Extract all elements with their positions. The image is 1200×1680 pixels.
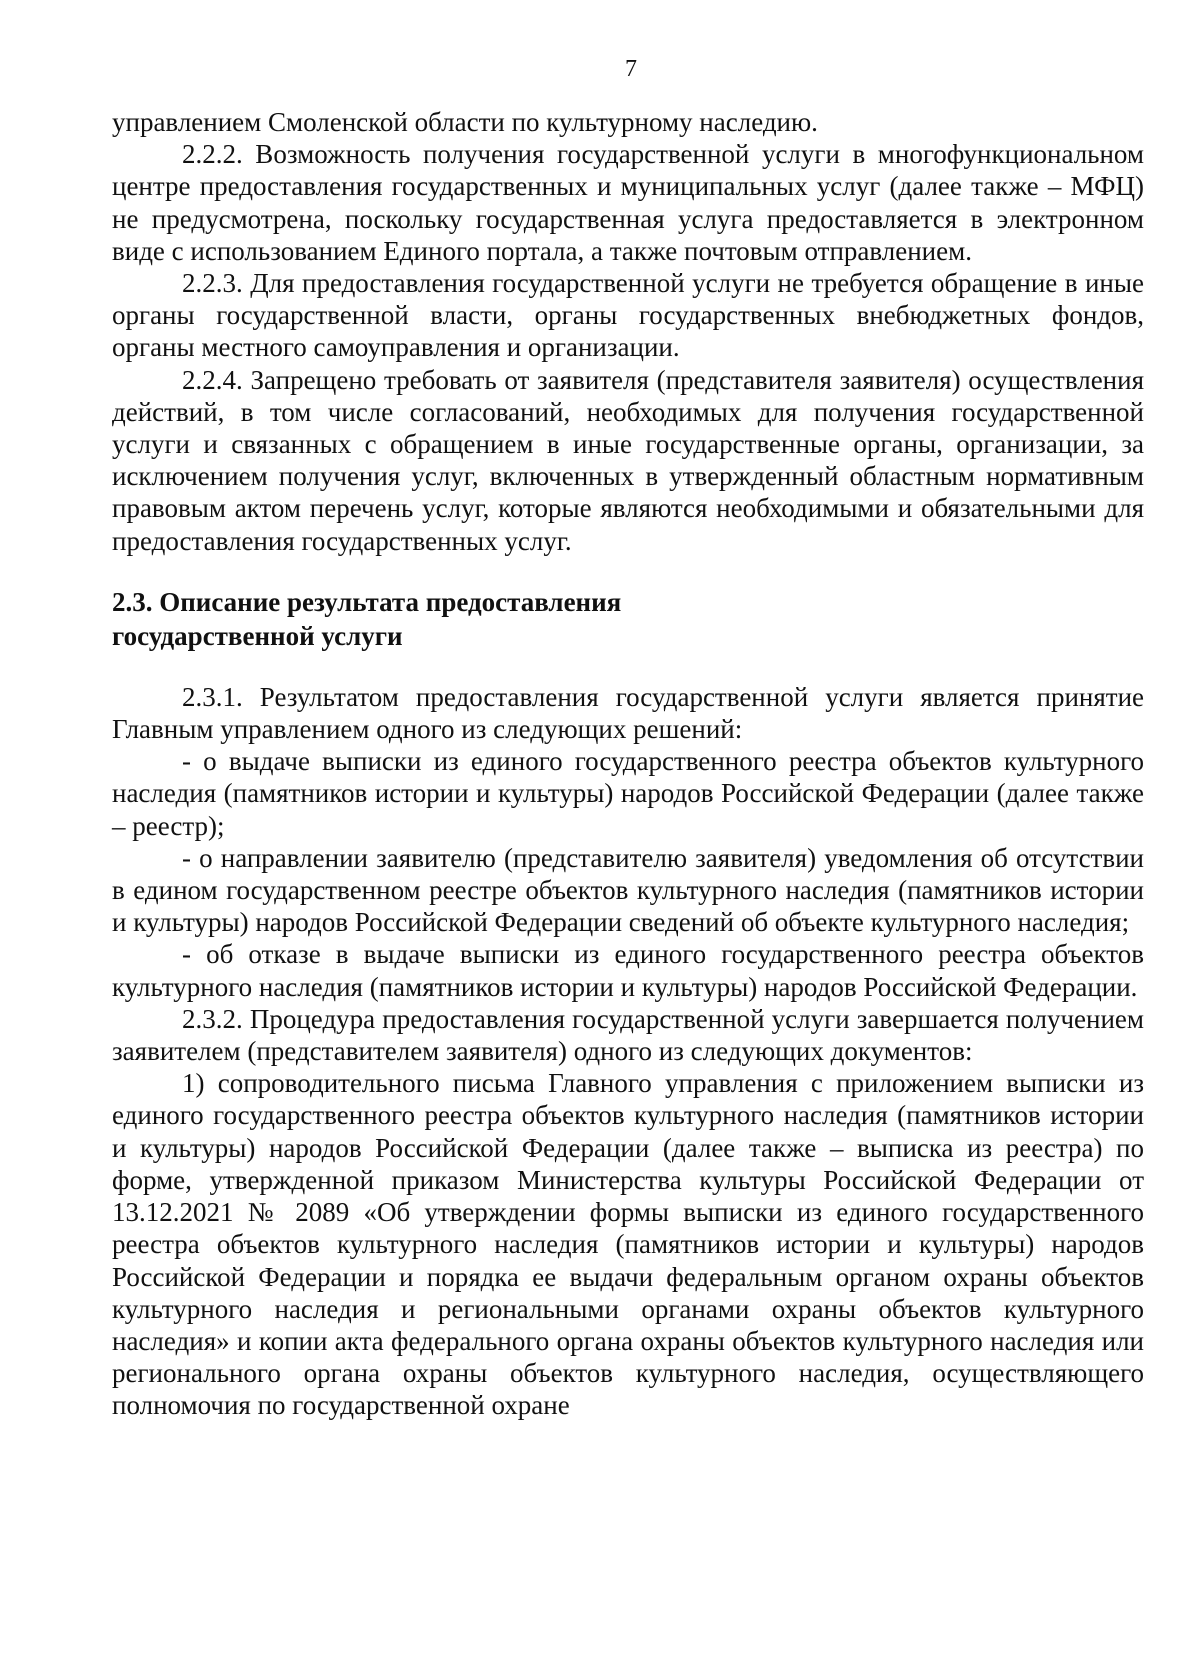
list-item-refusal: - об отказе в выдаче выписки из единого государственного реестра объектов культурного наследия (памятников истории и культуры) народов Российской Федерации. <box>112 939 1144 1002</box>
paragraph-2-2-4: 2.2.4. Запрещено требовать от заявителя (представителя заявителя) осуществления действий, в том числе согласований, необходимых для получения государственной услуги и связанных с обращением в иные государственные органы, организации, за исключением получения услуг, включенных в утвержденный областным нормативным правовым актом перечень услуг, которые являются необходимыми и обязательными для предоставления государственных услуг. <box>112 364 1144 556</box>
section-heading-line-2: государственной услуги <box>112 620 403 651</box>
paragraph-2-3-2: 2.3.2. Процедура предоставления государственной услуги завершается получением заявителем (представителем заявителя) одного из следующих документов: <box>112 1003 1144 1067</box>
list-item-notification: - о направлении заявителю (представителю заявителя) уведомления об отсутствии в едином государственном реестре объектов культурного наследия (памятников истории и культуры) народов Российской Федерации сведений об объекте культурного наследия; <box>112 842 1144 938</box>
section-heading-line-1: 2.3. Описание результата предоставления <box>112 586 622 617</box>
list-item-cover-letter: 1) сопроводительного письма Главного управления с приложением выписки из единого государственного реестра объектов культурного наследия (памятников истории и культуры) народов Российской Федерации (далее также – выписка из реестра) по форме, утвержденной приказом Министерства культуры Российской Федерации от 13.12.2021 № 2089 «Об утверждении формы выписки из единого государственного реестра объектов культурного наследия (памятников истории и культуры) народов Российской Федерации и порядка ее выдачи федеральным органом охраны объектов культурного наследия и региональными органами охраны объектов культурного наследия» и копии акта федерального органа охраны объектов культурного наследия или регионального органа охраны объектов культурного наследия, осуществляющего полномочия по государственной охране <box>112 1068 1144 1421</box>
paragraph-2-3-1: 2.3.1. Результатом предоставления государственной услуги является принятие Главным управлением одного из следующих решений: <box>112 681 1144 745</box>
paragraph-2-2-3: 2.2.3. Для предоставления государственной услуги не требуется обращение в иные органы государственной власти, органы государственных внебюджетных фондов, органы местного самоуправления и организации. <box>112 268 1144 363</box>
section-heading <box>112 557 1144 681</box>
document-body <box>112 106 1144 1422</box>
list-item-issue-extract: - о выдаче выписки из единого государственного реестра объектов культурного наследия (памятников истории и культуры) народов Российской Федерации (далее также – реестр); <box>112 746 1144 841</box>
paragraph-2-2-2: 2.2.2. Возможность получения государственной услуги в многофункциональном центре предоставления государственных и муниципальных услуг (далее также – МФЦ) не предусмотрена, поскольку государственная услуга предоставляется в электронном виде с использованием Единого портала, а также почтовым отправлением. <box>112 139 1144 266</box>
page-number: 7 <box>625 56 637 82</box>
paragraph-continuation: управлением Смоленской области по культурному наследию. <box>112 107 818 137</box>
